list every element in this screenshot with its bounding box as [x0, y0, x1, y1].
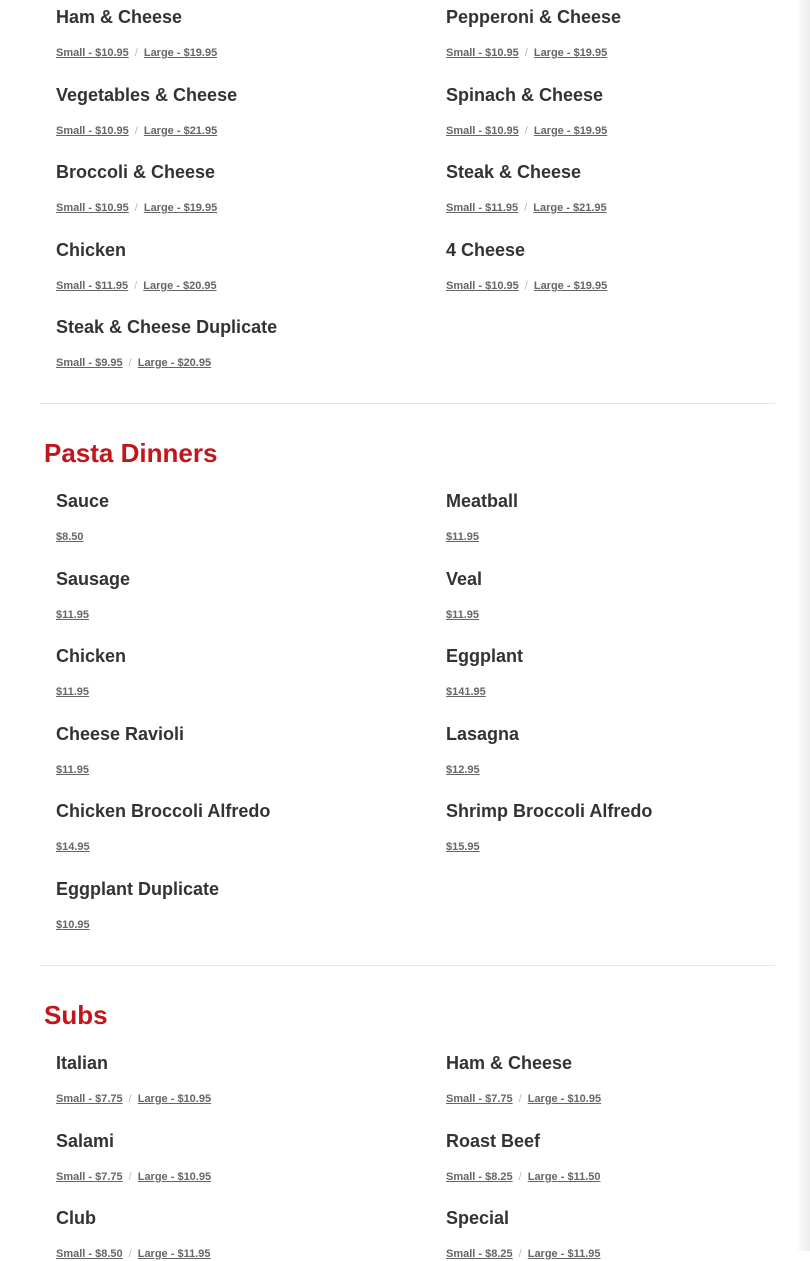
price-link[interactable]: $15.95	[446, 841, 480, 853]
menu-item	[446, 1130, 810, 1183]
large-price-link[interactable]: Large - $20.95	[137, 357, 212, 369]
large-price-link[interactable]: Large - $21.95	[143, 125, 218, 137]
menu-item-prices	[56, 530, 84, 544]
section-title-subs: Subs	[44, 1000, 108, 1030]
price-separator: /	[518, 1093, 522, 1105]
menu-item-prices	[446, 685, 486, 699]
menu-item-prices	[56, 685, 89, 699]
menu-item-prices	[56, 279, 217, 293]
price-separator: /	[524, 202, 528, 214]
price-separator: /	[128, 1093, 132, 1105]
small-price-link[interactable]: Small - $8.25	[446, 1248, 513, 1260]
menu-item	[446, 239, 810, 292]
menu-item-prices	[56, 201, 217, 215]
price-link[interactable]: $14.95	[56, 841, 90, 853]
small-price-link[interactable]: Small - $8.25	[446, 1171, 513, 1183]
price-separator: /	[134, 280, 138, 292]
menu-item-name: Salami	[56, 1131, 115, 1151]
section-divider	[40, 965, 775, 966]
menu-item-name: Chicken	[56, 646, 127, 666]
small-price-link[interactable]: Small - $11.95	[446, 202, 519, 214]
menu-item	[56, 568, 426, 621]
large-price-link[interactable]: Large - $11.95	[527, 1248, 601, 1260]
menu-item-prices	[446, 1247, 601, 1261]
price-separator: /	[518, 1248, 522, 1260]
menu-item-prices	[56, 763, 89, 777]
small-price-link[interactable]: Small - $10.95	[56, 125, 129, 137]
price-separator: /	[518, 1171, 522, 1183]
menu-item-prices	[56, 1247, 211, 1261]
small-price-link[interactable]: Small - $11.95	[56, 280, 129, 292]
small-price-link[interactable]: Small - $8.50	[56, 1248, 123, 1260]
menu-item	[56, 1207, 426, 1260]
menu-item-prices	[56, 608, 89, 622]
menu-item-name: Pepperoni & Cheese	[446, 7, 622, 27]
menu-item-prices	[446, 1092, 601, 1106]
large-price-link[interactable]: Large - $11.50	[527, 1171, 601, 1183]
menu-item-name: Club	[56, 1208, 96, 1228]
menu-item-name: Eggplant	[446, 646, 523, 666]
price-link[interactable]: $10.95	[56, 919, 90, 931]
menu-item-name: 4 Cheese	[446, 240, 526, 260]
large-price-link[interactable]: Large - $21.95	[533, 202, 607, 214]
menu-item-name: Chicken	[56, 240, 127, 260]
menu-item-prices	[56, 840, 90, 854]
menu-item	[56, 6, 426, 59]
price-separator: /	[524, 125, 528, 137]
menu-item-name: Shrimp Broccoli Alfredo	[446, 801, 653, 821]
price-separator: /	[134, 125, 138, 137]
menu-item-name: Special	[446, 1208, 510, 1228]
menu-item-name: Meatball	[446, 491, 519, 511]
price-separator: /	[524, 47, 528, 59]
menu-item	[56, 1130, 426, 1183]
menu-item-prices	[56, 124, 217, 138]
menu-item-prices	[446, 201, 607, 215]
menu-item-prices	[446, 46, 607, 60]
price-separator: /	[128, 1171, 132, 1183]
menu-item-prices	[56, 1092, 211, 1106]
menu-item-name: Lasagna	[446, 724, 520, 744]
menu-item-name: Vegetables & Cheese	[56, 85, 238, 105]
menu-item-name: Chicken Broccoli Alfredo	[56, 801, 271, 821]
price-separator: /	[524, 280, 528, 292]
small-price-link[interactable]: Small - $10.95	[446, 125, 519, 137]
price-link[interactable]: $11.95	[446, 531, 480, 543]
large-price-link[interactable]: Large - $19.95	[533, 125, 608, 137]
menu-item	[56, 84, 426, 137]
menu-item-prices	[446, 530, 479, 544]
price-link[interactable]: $141.95	[446, 686, 486, 698]
price-link[interactable]: $12.95	[446, 764, 480, 776]
menu-item-name: Sauce	[56, 491, 110, 511]
menu-item-name: Steak & Cheese Duplicate	[56, 317, 278, 337]
menu-item-prices	[446, 279, 607, 293]
menu-item-name: Ham & Cheese	[446, 1053, 573, 1073]
large-price-link[interactable]: Large - $19.95	[533, 47, 608, 59]
menu-item	[56, 723, 426, 776]
large-price-link[interactable]: Large - $11.95	[137, 1248, 211, 1260]
menu-item-prices	[56, 918, 90, 932]
menu-item	[446, 84, 810, 137]
price-separator: /	[128, 1248, 132, 1260]
large-price-link[interactable]: Large - $20.95	[143, 280, 217, 292]
price-link[interactable]: $8.50	[56, 531, 84, 543]
menu-item	[446, 490, 810, 543]
section-divider	[40, 403, 775, 404]
small-price-link[interactable]: Small - $10.95	[56, 47, 129, 59]
large-price-link[interactable]: Large - $10.95	[137, 1093, 212, 1105]
small-price-link[interactable]: Small - $10.95	[56, 202, 129, 214]
menu-item-prices	[56, 46, 217, 60]
menu-item-name: Cheese Ravioli	[56, 724, 185, 744]
menu-item-prices	[446, 1170, 601, 1184]
menu-item-prices	[56, 356, 211, 370]
price-link[interactable]: $11.95	[56, 609, 90, 621]
menu-item	[446, 1052, 810, 1105]
price-link[interactable]: $11.95	[56, 686, 90, 698]
section-title-pasta-dinners: Pasta Dinners	[44, 438, 218, 468]
price-separator: /	[134, 202, 138, 214]
small-price-link[interactable]: Small - $9.95	[56, 357, 123, 369]
menu-item	[446, 568, 810, 621]
menu-item	[446, 645, 810, 698]
menu-item	[56, 239, 426, 292]
menu-item	[446, 800, 810, 853]
menu-item	[446, 1207, 810, 1260]
large-price-link[interactable]: Large - $10.95	[137, 1171, 212, 1183]
menu-item	[446, 6, 810, 59]
menu-item	[56, 161, 426, 214]
menu-item-prices	[446, 763, 480, 777]
price-separator: /	[134, 47, 138, 59]
menu-item-prices	[446, 608, 479, 622]
small-price-link[interactable]: Small - $10.95	[446, 47, 519, 59]
menu-item-name: Ham & Cheese	[56, 7, 183, 27]
menu-item	[56, 878, 426, 931]
menu-item	[56, 490, 426, 543]
menu-item-name: Steak & Cheese	[446, 162, 582, 182]
small-price-link[interactable]: Small - $10.95	[446, 280, 519, 292]
menu-item-name: Broccoli & Cheese	[56, 162, 216, 182]
menu-item	[446, 161, 810, 214]
menu-item-prices	[56, 1170, 211, 1184]
menu-item	[56, 1052, 426, 1105]
menu-item-prices	[446, 840, 480, 854]
price-link[interactable]: $11.95	[56, 764, 90, 776]
menu-item-prices	[446, 124, 607, 138]
menu-item-name: Eggplant Duplicate	[56, 879, 220, 899]
menu-item-name: Spinach & Cheese	[446, 85, 604, 105]
price-separator: /	[128, 357, 132, 369]
menu-item	[446, 723, 810, 776]
large-price-link[interactable]: Large - $19.95	[143, 202, 218, 214]
small-price-link[interactable]: Small - $7.75	[56, 1171, 123, 1183]
menu-item	[56, 645, 426, 698]
large-price-link[interactable]: Large - $10.95	[527, 1093, 602, 1105]
menu-item-name: Veal	[446, 569, 483, 589]
small-price-link[interactable]: Small - $7.75	[446, 1093, 513, 1105]
menu-item-name: Sausage	[56, 569, 131, 589]
menu-item-name: Roast Beef	[446, 1131, 541, 1151]
price-link[interactable]: $11.95	[446, 609, 480, 621]
menu-item	[56, 316, 426, 369]
menu-item-name: Italian	[56, 1053, 109, 1073]
large-price-link[interactable]: Large - $19.95	[533, 280, 608, 292]
large-price-link[interactable]: Large - $19.95	[143, 47, 218, 59]
menu-item	[56, 800, 426, 853]
small-price-link[interactable]: Small - $7.75	[56, 1093, 123, 1105]
